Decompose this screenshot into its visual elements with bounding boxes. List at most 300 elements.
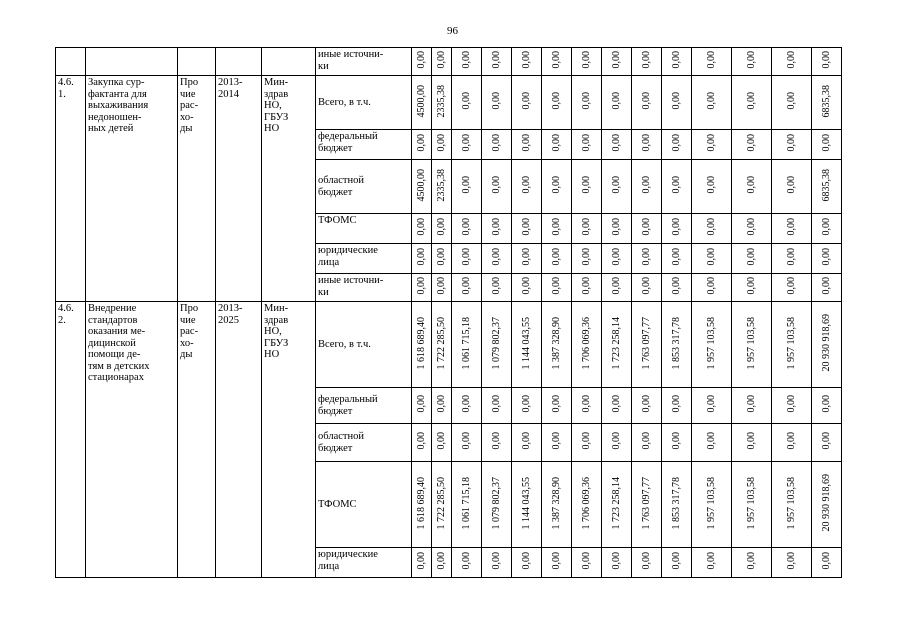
funding-source: Всего, в т.ч. <box>316 302 412 388</box>
value-cell <box>482 302 512 388</box>
value-text: 0,00 <box>820 51 832 69</box>
value-cell <box>772 76 812 130</box>
value-cell <box>692 160 732 214</box>
funding-source: областной бюджет <box>316 160 412 214</box>
value-text: 0,00 <box>580 92 592 110</box>
value-text: 0,00 <box>610 134 622 152</box>
value-cell <box>692 548 732 578</box>
value-text: 0,00 <box>745 134 757 152</box>
value-cell <box>732 462 772 548</box>
value-cell <box>412 548 432 578</box>
value-cell <box>512 76 542 130</box>
value-cell <box>812 214 842 244</box>
measure-executor: Мин- здрав НО, ГБУЗ НО <box>262 76 316 302</box>
value-cell <box>732 388 772 424</box>
value-text: 0,00 <box>745 51 757 69</box>
value-text: 0,00 <box>640 218 652 236</box>
value-text: 0,00 <box>670 92 682 110</box>
value-text: 0,00 <box>705 92 717 110</box>
value-text: 0,00 <box>705 134 717 152</box>
value-text: 0,00 <box>460 277 472 295</box>
measure-period: 2013- 2025 <box>216 302 262 578</box>
value-text: 0,00 <box>820 134 832 152</box>
value-text: 0,00 <box>745 248 757 266</box>
value-text: 0,00 <box>640 134 652 152</box>
measure-name <box>86 48 178 76</box>
funding-source: иные источни- ки <box>316 48 412 76</box>
value-cell <box>602 76 632 130</box>
value-cell <box>512 244 542 274</box>
value-cell <box>772 388 812 424</box>
value-cell <box>812 302 842 388</box>
funding-source: иные источни- ки <box>316 274 412 302</box>
value-cell <box>512 388 542 424</box>
value-cell <box>732 214 772 244</box>
value-cell <box>602 130 632 160</box>
value-cell <box>602 302 632 388</box>
value-text: 0,00 <box>435 552 447 570</box>
value-cell <box>512 130 542 160</box>
value-cell <box>662 424 692 462</box>
value-cell <box>602 548 632 578</box>
value-text: 0,00 <box>580 248 592 266</box>
value-cell <box>432 462 452 548</box>
value-cell <box>432 302 452 388</box>
value-cell <box>452 302 482 388</box>
value-text: 0,00 <box>520 134 532 152</box>
value-text: 1 957 103,58 <box>785 476 797 529</box>
value-text: 0,00 <box>490 134 502 152</box>
value-text: 0,00 <box>640 248 652 266</box>
value-text: 0,00 <box>745 176 757 194</box>
value-text: 1 618 689,40 <box>415 316 427 369</box>
value-text: 0,00 <box>580 395 592 413</box>
measure-name: Закупка сур- фактанта для выхаживания недоношен- ных детей <box>86 76 178 302</box>
value-text: 0,00 <box>705 552 717 570</box>
value-cell <box>542 48 572 76</box>
value-text: 1 957 103,58 <box>705 476 717 529</box>
value-text: 0,00 <box>490 176 502 194</box>
value-text: 4500,00 <box>415 168 427 201</box>
value-text: 1 722 285,50 <box>435 316 447 369</box>
value-cell <box>432 160 452 214</box>
measure-code: 4.6. 1. <box>56 76 86 302</box>
measure-code <box>56 48 86 76</box>
value-text: 0,00 <box>705 218 717 236</box>
value-cell <box>632 274 662 302</box>
value-cell <box>772 302 812 388</box>
value-cell <box>632 302 662 388</box>
value-text: 1 763 097,77 <box>640 476 652 529</box>
value-cell <box>812 130 842 160</box>
value-text: 0,00 <box>820 218 832 236</box>
value-cell <box>452 462 482 548</box>
value-text: 0,00 <box>490 395 502 413</box>
value-text: 0,00 <box>610 432 622 450</box>
value-cell <box>482 214 512 244</box>
value-text: 0,00 <box>460 134 472 152</box>
value-cell <box>632 462 662 548</box>
value-text: 0,00 <box>490 552 502 570</box>
value-text: 0,00 <box>610 176 622 194</box>
value-cell <box>452 130 482 160</box>
value-text: 0,00 <box>435 51 447 69</box>
value-text: 0,00 <box>550 92 562 110</box>
value-text: 1 957 103,58 <box>745 316 757 369</box>
value-cell <box>662 462 692 548</box>
value-text: 0,00 <box>745 552 757 570</box>
value-cell <box>632 548 662 578</box>
value-cell <box>432 214 452 244</box>
value-cell <box>732 244 772 274</box>
value-text: 0,00 <box>820 432 832 450</box>
value-text: 0,00 <box>820 395 832 413</box>
value-cell <box>572 274 602 302</box>
value-cell <box>572 160 602 214</box>
value-text: 0,00 <box>820 277 832 295</box>
value-text: 1 957 103,58 <box>785 316 797 369</box>
value-cell <box>692 388 732 424</box>
value-cell <box>632 388 662 424</box>
value-text: 0,00 <box>520 395 532 413</box>
value-text: 0,00 <box>705 395 717 413</box>
value-text: 0,00 <box>785 277 797 295</box>
value-cell <box>542 130 572 160</box>
value-cell <box>812 76 842 130</box>
value-text: 1 144 043,55 <box>520 316 532 369</box>
value-cell <box>542 160 572 214</box>
value-cell <box>572 302 602 388</box>
value-text: 0,00 <box>415 218 427 236</box>
value-text: 0,00 <box>460 552 472 570</box>
value-cell <box>632 76 662 130</box>
value-text: 20 930 918,69 <box>820 474 832 532</box>
value-cell <box>732 160 772 214</box>
value-text: 6835,38 <box>820 84 832 117</box>
value-text: 0,00 <box>435 218 447 236</box>
value-text: 0,00 <box>460 51 472 69</box>
value-cell <box>412 302 432 388</box>
value-cell <box>662 388 692 424</box>
value-cell <box>692 302 732 388</box>
value-cell <box>512 424 542 462</box>
value-cell <box>732 274 772 302</box>
funding-source: федеральный бюджет <box>316 388 412 424</box>
value-text: 0,00 <box>460 432 472 450</box>
value-cell <box>432 388 452 424</box>
value-text: 0,00 <box>435 395 447 413</box>
value-text: 0,00 <box>490 248 502 266</box>
measure-period <box>216 48 262 76</box>
value-text: 1 144 043,55 <box>520 476 532 529</box>
value-text: 0,00 <box>580 176 592 194</box>
funding-source: юридические лица <box>316 548 412 578</box>
value-cell <box>812 160 842 214</box>
value-text: 0,00 <box>610 51 622 69</box>
value-text: 0,00 <box>435 277 447 295</box>
value-text: 0,00 <box>785 92 797 110</box>
value-cell <box>812 244 842 274</box>
value-text: 0,00 <box>640 51 652 69</box>
value-cell <box>692 274 732 302</box>
value-cell <box>452 214 482 244</box>
value-cell <box>412 274 432 302</box>
value-cell <box>772 424 812 462</box>
value-text: 0,00 <box>705 277 717 295</box>
value-text: 0,00 <box>490 432 502 450</box>
value-text: 0,00 <box>580 218 592 236</box>
value-cell <box>452 388 482 424</box>
value-text: 1 079 802,37 <box>490 476 502 529</box>
value-cell <box>732 130 772 160</box>
table-row <box>56 76 842 130</box>
value-cell <box>602 214 632 244</box>
value-text: 4500,00 <box>415 84 427 117</box>
value-text: 0,00 <box>610 277 622 295</box>
value-cell <box>542 548 572 578</box>
value-cell <box>662 160 692 214</box>
value-cell <box>482 462 512 548</box>
value-text: 1 957 103,58 <box>705 316 717 369</box>
value-cell <box>732 302 772 388</box>
value-text: 0,00 <box>820 248 832 266</box>
value-text: 0,00 <box>520 92 532 110</box>
value-text: 1 853 317,78 <box>670 476 682 529</box>
value-cell <box>452 76 482 130</box>
value-text: 0,00 <box>435 432 447 450</box>
value-text: 0,00 <box>520 277 532 295</box>
value-cell <box>572 48 602 76</box>
value-text: 0,00 <box>705 51 717 69</box>
value-cell <box>432 274 452 302</box>
value-cell <box>632 244 662 274</box>
page-number: 96 <box>447 25 458 37</box>
value-text: 0,00 <box>610 395 622 413</box>
value-cell <box>692 214 732 244</box>
measure-executor: Мин- здрав НО, ГБУЗ НО <box>262 302 316 578</box>
value-cell <box>602 462 632 548</box>
value-cell <box>482 48 512 76</box>
value-cell <box>542 302 572 388</box>
value-cell <box>572 424 602 462</box>
value-text: 0,00 <box>785 552 797 570</box>
value-text: 0,00 <box>435 134 447 152</box>
value-cell <box>412 130 432 160</box>
value-cell <box>482 244 512 274</box>
value-cell <box>432 244 452 274</box>
value-text: 0,00 <box>670 218 682 236</box>
value-cell <box>482 274 512 302</box>
value-text: 0,00 <box>415 432 427 450</box>
value-text: 1 853 317,78 <box>670 316 682 369</box>
value-cell <box>812 274 842 302</box>
measure-code: 4.6. 2. <box>56 302 86 578</box>
value-cell <box>412 76 432 130</box>
value-text: 0,00 <box>415 395 427 413</box>
value-text: 0,00 <box>820 552 832 570</box>
value-cell <box>412 48 432 76</box>
value-text: 0,00 <box>520 176 532 194</box>
value-text: 0,00 <box>460 248 472 266</box>
value-cell <box>602 244 632 274</box>
value-text: 0,00 <box>520 218 532 236</box>
value-cell <box>662 302 692 388</box>
value-cell <box>692 76 732 130</box>
value-cell <box>542 214 572 244</box>
table-row <box>56 48 842 76</box>
value-cell <box>452 274 482 302</box>
value-text: 0,00 <box>520 552 532 570</box>
value-text: 0,00 <box>490 92 502 110</box>
value-cell <box>812 388 842 424</box>
value-cell <box>812 48 842 76</box>
value-cell <box>412 424 432 462</box>
measure-executor <box>262 48 316 76</box>
value-text: 0,00 <box>550 218 562 236</box>
funding-source: ТФОМС <box>316 214 412 244</box>
value-text: 0,00 <box>670 432 682 450</box>
funding-source: областной бюджет <box>316 424 412 462</box>
value-text: 0,00 <box>520 432 532 450</box>
value-text: 1 061 715,18 <box>460 476 472 529</box>
value-text: 0,00 <box>415 51 427 69</box>
value-cell <box>512 302 542 388</box>
value-cell <box>412 388 432 424</box>
value-text: 0,00 <box>415 248 427 266</box>
value-text: 0,00 <box>670 51 682 69</box>
value-text: 0,00 <box>640 277 652 295</box>
value-cell <box>662 244 692 274</box>
value-cell <box>432 130 452 160</box>
table-row <box>56 302 842 388</box>
value-cell <box>772 160 812 214</box>
value-cell <box>432 48 452 76</box>
value-cell <box>572 76 602 130</box>
value-text: 0,00 <box>550 51 562 69</box>
value-cell <box>732 48 772 76</box>
value-cell <box>572 214 602 244</box>
value-cell <box>602 424 632 462</box>
value-cell <box>572 548 602 578</box>
value-text: 0,00 <box>785 134 797 152</box>
value-text: 0,00 <box>460 218 472 236</box>
value-cell <box>662 548 692 578</box>
value-text: 0,00 <box>415 552 427 570</box>
funding-source: ТФОМС <box>316 462 412 548</box>
value-cell <box>412 160 432 214</box>
value-text: 0,00 <box>460 92 472 110</box>
value-text: 0,00 <box>705 432 717 450</box>
value-text: 1 387 328,90 <box>550 476 562 529</box>
value-text: 0,00 <box>550 134 562 152</box>
value-text: 0,00 <box>550 176 562 194</box>
value-cell <box>482 548 512 578</box>
value-text: 0,00 <box>580 134 592 152</box>
value-cell <box>572 244 602 274</box>
value-text: 0,00 <box>670 395 682 413</box>
value-text: 0,00 <box>435 248 447 266</box>
value-cell <box>772 214 812 244</box>
value-cell <box>432 548 452 578</box>
value-cell <box>482 388 512 424</box>
value-cell <box>632 160 662 214</box>
funding-source: юридические лица <box>316 244 412 274</box>
value-cell <box>412 214 432 244</box>
value-cell <box>512 48 542 76</box>
value-cell <box>732 76 772 130</box>
measure-period: 2013- 2014 <box>216 76 262 302</box>
value-cell <box>412 244 432 274</box>
value-cell <box>602 48 632 76</box>
value-cell <box>542 388 572 424</box>
value-text: 0,00 <box>640 552 652 570</box>
value-text: 0,00 <box>415 134 427 152</box>
value-cell <box>482 160 512 214</box>
value-text: 1 706 069,36 <box>580 316 592 369</box>
value-text: 0,00 <box>670 134 682 152</box>
value-text: 1 722 285,50 <box>435 476 447 529</box>
value-text: 0,00 <box>705 248 717 266</box>
value-cell <box>542 244 572 274</box>
value-text: 0,00 <box>745 395 757 413</box>
value-cell <box>542 76 572 130</box>
value-text: 0,00 <box>670 176 682 194</box>
value-cell <box>692 244 732 274</box>
value-text: 0,00 <box>610 552 622 570</box>
value-cell <box>452 48 482 76</box>
value-text: 0,00 <box>550 248 562 266</box>
value-cell <box>512 214 542 244</box>
value-cell <box>482 76 512 130</box>
value-text: 1 618 689,40 <box>415 476 427 529</box>
value-text: 0,00 <box>670 248 682 266</box>
value-text: 0,00 <box>785 51 797 69</box>
value-cell <box>772 462 812 548</box>
value-cell <box>452 160 482 214</box>
value-text: 0,00 <box>610 92 622 110</box>
value-text: 0,00 <box>610 248 622 266</box>
value-cell <box>482 424 512 462</box>
value-text: 0,00 <box>745 92 757 110</box>
value-cell <box>692 424 732 462</box>
value-text: 0,00 <box>580 552 592 570</box>
value-text: 0,00 <box>785 395 797 413</box>
value-text: 0,00 <box>520 248 532 266</box>
value-text: 0,00 <box>640 92 652 110</box>
funding-source: федеральный бюджет <box>316 130 412 160</box>
value-cell <box>772 130 812 160</box>
value-cell <box>602 388 632 424</box>
value-text: 0,00 <box>785 248 797 266</box>
value-cell <box>692 48 732 76</box>
value-cell <box>452 244 482 274</box>
value-cell <box>692 462 732 548</box>
value-text: 0,00 <box>550 277 562 295</box>
value-cell <box>572 388 602 424</box>
value-text: 0,00 <box>490 277 502 295</box>
value-cell <box>632 214 662 244</box>
value-cell <box>542 274 572 302</box>
value-cell <box>602 160 632 214</box>
value-text: 1 723 258,14 <box>610 316 622 369</box>
value-text: 0,00 <box>610 218 622 236</box>
value-text: 0,00 <box>580 277 592 295</box>
value-cell <box>732 548 772 578</box>
value-cell <box>632 130 662 160</box>
funding-source: Всего, в т.ч. <box>316 76 412 130</box>
value-text: 0,00 <box>415 277 427 295</box>
value-cell <box>452 424 482 462</box>
